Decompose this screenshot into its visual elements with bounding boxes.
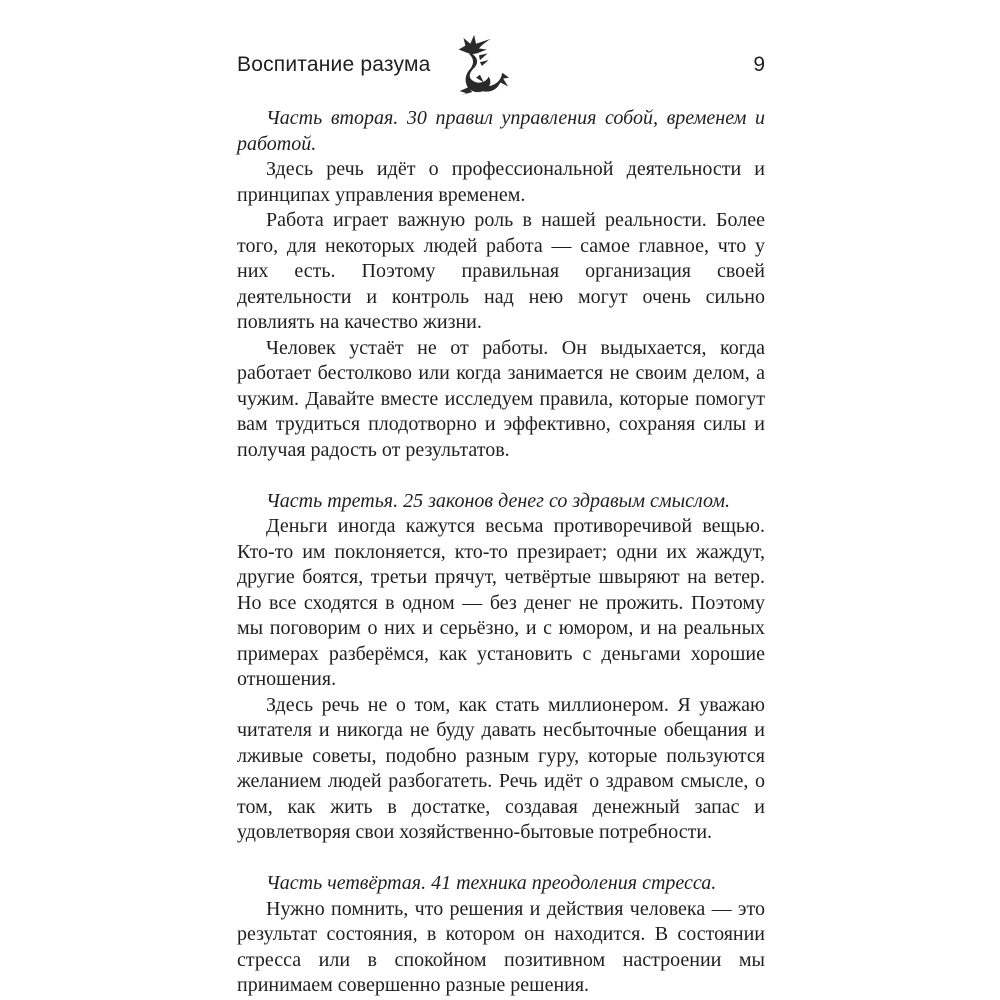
running-header [237, 33, 765, 97]
section-heading-part-four: Часть четвёртая. 41 техника преодоления стресса. [266, 872, 717, 894]
dragon-icon [447, 34, 509, 96]
body-paragraph: Работа играет важную роль в нашей реальности. Более того, для некоторых людей работа — самое главное, что у них есть. Поэтому правильная организация своей деятельности и контроль над нею могут очень сильно повлиять на качество жизни. [237, 209, 765, 333]
body-paragraph: Нужно помнить, что решения и действия человека — это результат состояния, в котором он находится. В состоянии стресса или в спокойном позитивном настроении мы принимаем совершенно разные решения. [237, 897, 765, 996]
body-paragraph: Деньги иногда кажутся весьма противоречивой вещью. Кто-то им поклоняется, кто-то презирает; одни их жаждут, другие боятся, третьи прячут, четвёртые швыряют на ветер. Но все сходятся в одном — без денег не прожить. Поэтому мы поговорим о них и серьёзно, и с юмором, и на реальных примерах разберёмся, как установить с деньгами хорошие отношения. [237, 515, 765, 690]
running-title: Воспитание разума [237, 53, 431, 76]
section-heading-part-three: Часть третья. 25 законов денег со здравым смыслом. [266, 489, 730, 512]
section-heading-part-two: Часть вторая. 30 правил управления собой, временем и работой. [237, 107, 765, 155]
page-number: 9 [753, 53, 765, 76]
body-paragraph: Человек устаёт не от работы. Он выдыхается, когда работает бестолково или когда занимается не своим делом, а чужим. Давайте вместе исследуем правила, которые помогут вам трудиться плодотворно и эффективно, сохраняя силы и получая радость от результатов. [237, 336, 765, 461]
body-text [237, 106, 765, 999]
body-paragraph: Здесь речь идёт о профессиональной деятельности и принципах управления временем. [237, 158, 765, 206]
body-paragraph: Здесь речь не о том, как стать миллионером. Я уважаю читателя и никогда не буду давать несбыточные обещания и лживые советы, подобно разным гуру, которые пользуются желанием людей разбогатеть. Речь идёт о здравом смысле, о том, как жить в достатке, создавая денежный запас и удовлетворяя свои хозяйственно-бытовые потребности. [237, 693, 765, 843]
text-column [237, 33, 765, 999]
